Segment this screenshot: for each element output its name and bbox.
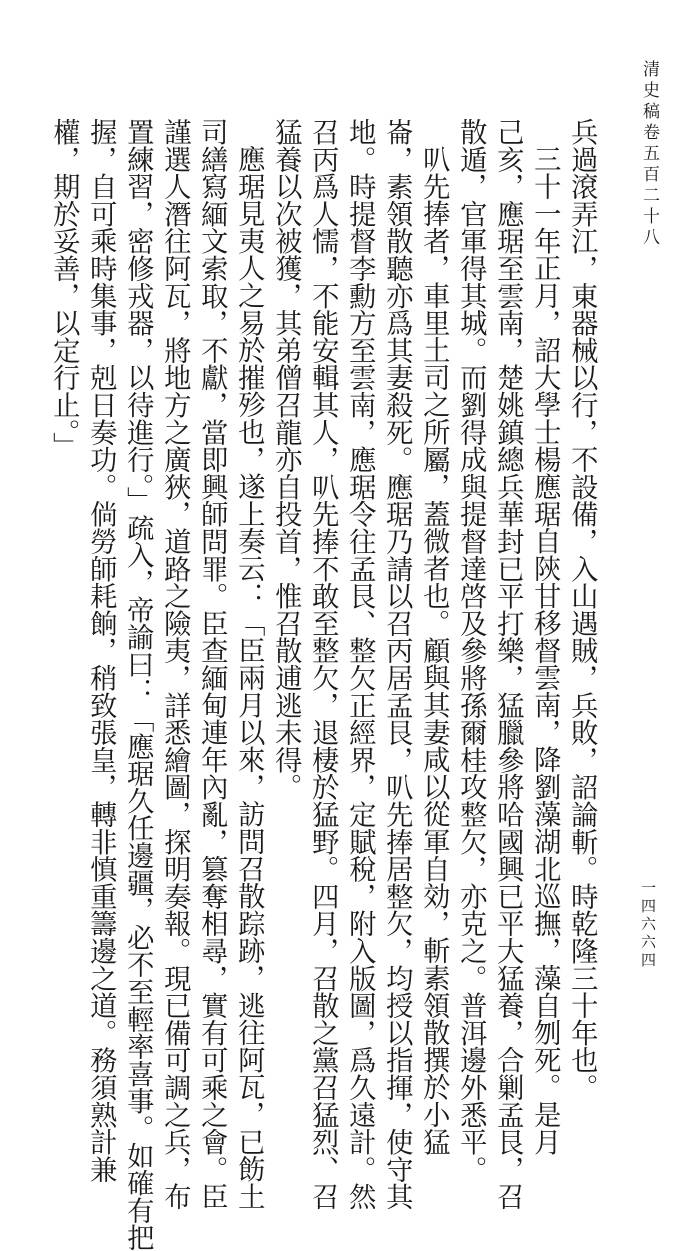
text-column: 握，自可乘時集事，剋日奏功。倘勞師耗餉，稍致張皇，轉非慎重籌邊之道。務須熟計兼	[85, 118, 117, 1183]
text-column: 權，期於妥善，以定行止。」	[48, 118, 80, 460]
text-column: 叭先捧者，車里土司之所屬，蓋微者也。顧與其妻咸以從軍自効，斬素領散撰於小猛	[418, 145, 450, 1156]
running-header: 清史稿卷五百二十八	[639, 60, 659, 249]
text-column: 地。時提督李勳方至雲南，應琚令往孟艮、整欠正經界，定賦稅，附入版圖，爲久遠計。然	[344, 118, 376, 1210]
text-column: 兵過滾弄江，東器械以行，不設備，入山遇賊，兵敗，詔論斬。時乾隆三十年也。	[566, 118, 598, 1101]
text-column: 應琚見夷人之易於摧殄也，遂上奏云：「臣兩月以來，訪問召散踪跡，逃往阿瓦，已飭土	[233, 145, 265, 1210]
text-column: 召丙爲人懦，不能安輯其人，叭先捧不敢至整欠，退棲於猛野。四月，召散之黨召猛烈、召	[307, 118, 339, 1210]
page-number: 一四六六四	[639, 880, 657, 970]
text-column: 謹選人潛往阿瓦，將地方之廣狹，道路之險夷，詳悉繪圖，探明奏報。現已備可調之兵，布	[159, 118, 191, 1210]
text-column: 置練習，密修戎器，以待進行。」疏入，帝諭曰：「應琚久任邊疆，必不至輕率喜事。如確有把	[122, 118, 154, 1251]
text-column: 散遁，官軍得其城。而劉得成與提督達啓及參將孫爾桂攻整欠，亦克之。普洱邊外悉平。	[455, 118, 487, 1183]
text-column: 三十一年正月，詔大學士楊應琚自陝甘移督雲南，降劉藻湖北巡撫，藻自刎死。是月	[529, 145, 561, 1156]
text-column: 司繕寫緬文索取，不獻，當即興師問罪。臣查緬甸連年內亂，篡奪相尋，實有可乘之會。臣	[196, 118, 228, 1210]
text-column: 猛養以次被獲，其弟僧召龍亦自投首，惟召散逋逃未得。	[270, 118, 302, 801]
text-column: 崙，素領散聽亦爲其妻殺死。應琚乃請以召丙居孟艮，叭先捧居整欠，均授以指揮，使守其	[381, 118, 413, 1210]
text-column: 己亥，應琚至雲南，楚姚鎮總兵華封已平打樂，猛臘參將哈國興已平大猛養，合剿孟艮，召	[492, 118, 524, 1210]
